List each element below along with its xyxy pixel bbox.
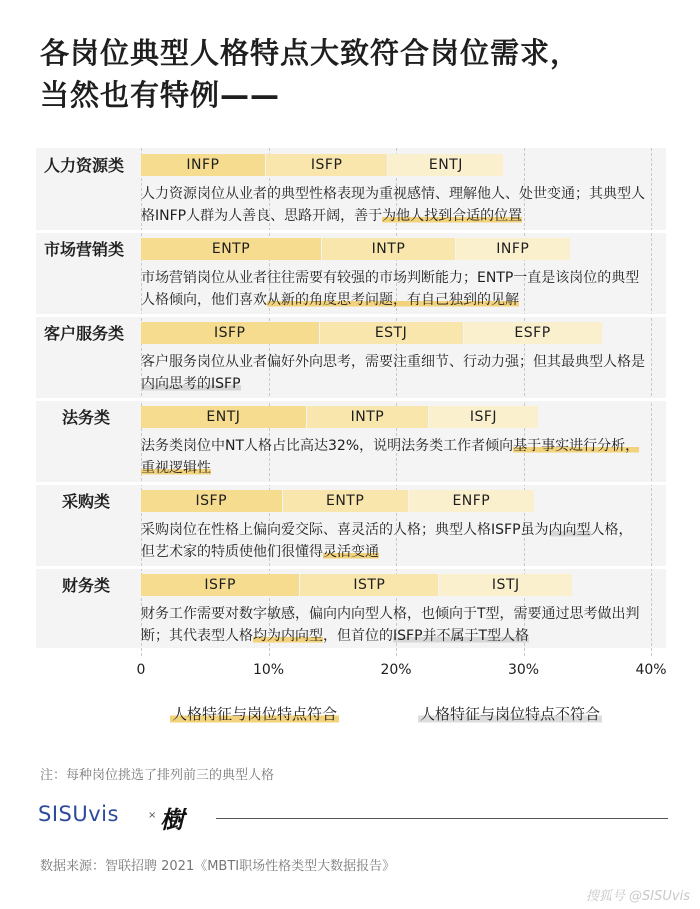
bar-segment-isfp: ISFP (141, 322, 319, 344)
category-label (36, 487, 136, 517)
description-text: 人格，但艺术家的特质使他们很懂得 (141, 522, 633, 560)
category-text: 市场营销类 (42, 235, 126, 265)
description-text: 客户服务岗位从业者偏好外向思考，需要注重细节、行动力强；但其最典型人格是 (141, 354, 645, 370)
description-text: 人力资源岗位从业者的典型性格表现为重视感情、理解他人、处世变通；其典型人格INFP人群为人善良、思路开阔，善于 (141, 186, 645, 224)
x-tick-label: 30% (507, 662, 540, 678)
category-text: 人力资源类 (42, 151, 126, 181)
bar-segment-isfj: ISFJ (429, 406, 538, 428)
row-description (141, 519, 646, 563)
row-separator (36, 314, 666, 317)
x-tick-label: 40% (635, 662, 667, 678)
gridline (651, 148, 652, 656)
row-description (141, 603, 646, 647)
bar-segment-entp: ENTP (283, 490, 408, 512)
bar-segment-entj: ENTJ (141, 406, 306, 428)
highlighted-text: 内向思考的ISFP (141, 376, 241, 392)
category-text: 客户服务类 (42, 319, 126, 349)
row-description (141, 267, 646, 311)
highlighted-text: 内向型 (548, 522, 591, 538)
row-separator (36, 482, 666, 485)
bar-segment-entj: ENTJ (388, 154, 503, 176)
watermark: 搜狐号 @SISUvis (585, 889, 690, 904)
row-separator (36, 566, 666, 569)
data-source: 数据来源：智联招聘 2021《MBTI职场性格类型大数据报告》 (40, 859, 396, 874)
category-text: 采购类 (60, 487, 112, 517)
title-line-2: 当然也有特例—— (40, 78, 281, 112)
category-text: 财务类 (60, 571, 112, 601)
category-label (36, 403, 136, 433)
sisuvis-logo: SISUvis (38, 802, 119, 826)
row-separator (36, 398, 666, 401)
category-label (36, 571, 136, 601)
x-tick-label: 10% (252, 662, 285, 678)
bar-segment-esfp: ESFP (464, 322, 602, 344)
highlighted-text: 基于事实进行分析，重视逻辑性 (141, 438, 640, 476)
category-label (36, 319, 132, 349)
title-line-1: 各岗位典型人格特点大致符合岗位需求， (40, 36, 581, 70)
bar-segment-istj: ISTJ (439, 574, 572, 596)
x-tick-label: 0 (136, 662, 146, 678)
chart-title (40, 32, 670, 116)
highlighted-text: 从新的角度思考问题，有自己独到的见解 (267, 292, 519, 308)
bar-segment-intp: INTP (307, 406, 428, 428)
bar-segment-isfp: ISFP (141, 490, 282, 512)
category-label (36, 151, 132, 181)
description-text: 法务类岗位中NT人格占比高达32%，说明法务类工作者倾向 (141, 438, 514, 454)
bar-segment-isfp: ISFP (266, 154, 387, 176)
footnote: 注：每种岗位挑选了排列前三的典型人格 (40, 768, 275, 783)
legend-match: 人格特征与岗位特点符合 (172, 705, 338, 723)
bar-segment-infp: INFP (141, 154, 265, 176)
divider-line (216, 818, 668, 819)
bar-segment-estj: ESTJ (320, 322, 463, 344)
category-text: 法务类 (60, 403, 112, 433)
legend-mismatch: 人格特征与岗位特点不符合 (420, 705, 601, 723)
highlighted-text: 灵活变通 (323, 544, 379, 560)
description-text: 采购岗位在性格上偏向爱交际、喜灵活的人格；典型人格ISFP虽为 (141, 522, 549, 538)
bar-segment-intp: INTP (322, 238, 455, 260)
row-description (141, 351, 646, 395)
bar-segment-infp: INFP (456, 238, 570, 260)
description-text: ，但首位的 (323, 628, 393, 644)
highlighted-text: 均为内向型 (253, 628, 323, 644)
row-separator (36, 230, 666, 233)
category-label (36, 235, 132, 265)
logo-separator: × (148, 810, 157, 821)
bar-segment-istp: ISTP (300, 574, 438, 596)
x-tick-label: 20% (380, 662, 412, 678)
description-text: 市场营销岗位从业者往往需要有较强的市场判断能力；ENTP一直是该岗位的典型人格倾向，他们喜欢 (141, 270, 640, 308)
description-text: 财务工作需要对数字敏感，偏向内向型人格，也倾向于T型，需要通过思考做出判断；其代表型人格 (141, 606, 640, 644)
bar-segment-entp: ENTP (141, 238, 321, 260)
logo-row (38, 800, 668, 836)
partner-logo: 樹 (160, 806, 184, 834)
row-description (141, 435, 646, 479)
bar-segment-enfp: ENFP (409, 490, 534, 512)
row-description (141, 183, 646, 227)
highlighted-text: ISFP并不属于T型人格 (393, 628, 530, 644)
highlighted-text: 为他人找到合适的位置 (382, 208, 523, 224)
bar-segment-isfp: ISFP (141, 574, 299, 596)
